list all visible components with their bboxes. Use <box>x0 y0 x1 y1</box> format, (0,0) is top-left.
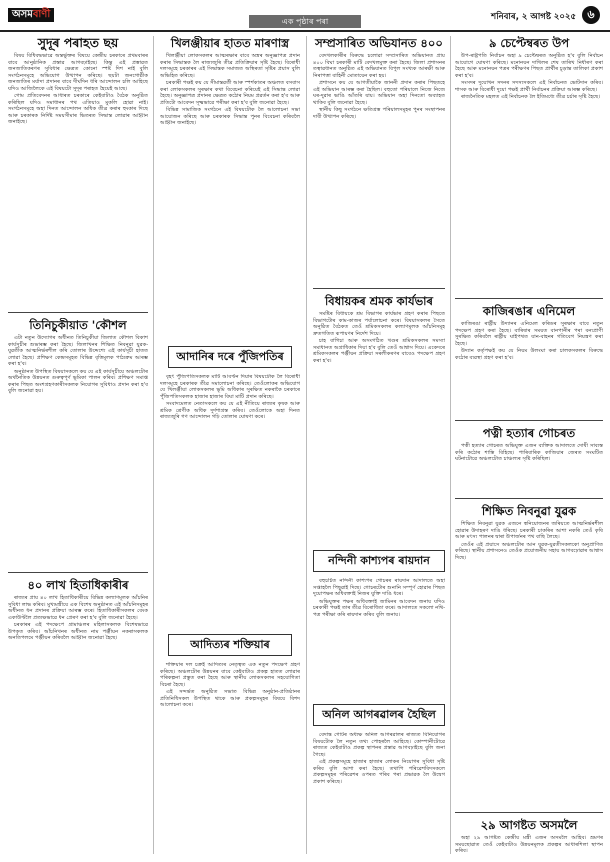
paragraph: বেদখলকাৰীৰ বিৰুদ্ধে চলোৱা সম্প্ৰসাৰিত অভিযানত প্ৰায় ৪০০ বিঘা চৰকাৰী মাটি বেদখলমুক্ত কৰা হৈছে। জিলা প্ৰশাসনৰ তত্বাৱধানত অনুষ্ঠিত এই অভিযানত বিপুল সংখ্যক আৰক্ষী আৰু নিৰাপত্তা বাহিনী মোতায়েন কৰা হয়। <box>313 53 445 79</box>
headline: ৯ চেপ্টেম্বৰত উপ <box>488 36 570 50</box>
headline: কাজিৰঙাৰ এনিমেল <box>482 304 576 318</box>
article-body <box>8 335 148 395</box>
column-4 <box>455 36 603 856</box>
headline: সুদূৰ পৰাহত ছয় <box>37 36 119 50</box>
paragraph: পত্নী হত্যাৰ গোচৰত অভিযুক্ত এজন ব্যক্তিক আদালতে দোষী সাব্যস্ত কৰি কঠোৰ শাস্তি বিহিছে। পাৰিবাৰিক কাজিয়াৰ জেৰত সংঘটিত ঘটনাটোৱে অঞ্চলটোত চাঞ্চল্যৰ সৃষ্টি কৰিছিল। <box>455 443 603 463</box>
article-body <box>160 374 300 421</box>
divider <box>455 420 603 421</box>
paragraph: উদ্যান কৰ্তৃপক্ষই কয় যে নিয়ম উলংঘা কৰা চালকসকলৰ বিৰুদ্ধে কঠোৰ ব্যৱস্থা গ্ৰহণ কৰা হ'ব। <box>455 348 603 361</box>
headline-box[interactable]: অনিল আগৰৱালৰ হৈছিল <box>313 704 445 726</box>
divider <box>8 572 148 573</box>
page-number: ৬ <box>582 6 600 24</box>
article-a6 <box>160 662 300 856</box>
article-body <box>313 311 445 364</box>
paragraph: চৰকাৰৰ এই পদক্ষেপে গ্ৰামাঞ্চলৰ মহিলাসকলক বিশেষভাৱে উপকৃত কৰিব। আঁচনিখনৰ অধীনত নাম পঞ্জীয়ন নকৰাসকলক অনতিপলমে পঞ্জীয়ন কৰিবলৈ আহ্বান জনোৱা হৈছে। <box>8 622 148 642</box>
headline-box[interactable]: আদানিৰ দৰে পুঁজিপতিৰ <box>168 346 292 368</box>
article-body <box>8 53 148 126</box>
paragraph: কাজিৰঙা ৰাষ্ট্ৰীয় উদ্যানৰ এনিমেল কৰিডৰ সুৰক্ষাৰ বাবে নতুন পদক্ষেপ গ্ৰহণ কৰা হৈছে। বাৰিষাৰ সময়ত বানপানীৰ পৰা বন্যপ্ৰাণী সুৰক্ষিত কৰিবলৈ ৰাষ্ট্ৰীয় ঘাইপথত যান-বাহনৰ গতিবেগ নিয়ন্ত্ৰণ কৰা হৈছে। <box>455 321 603 347</box>
headline: তিনিচুকীয়াত 'কৌশল <box>29 318 127 332</box>
paragraph: অনুষ্ঠানত উপস্থিত বিষয়াসকলে কয় যে এই কাৰ্যসূচীয়ে অঞ্চলটোৰ অৰ্থনৈতিক উন্নয়নত গুৰুত্বপূৰ্ণ ভূমিকা পালন কৰিব। প্ৰশিক্ষণ সমাপ্ত কৰাৰ পিছত অংশগ্ৰহণকাৰীসকলক নিয়োগৰ সুবিধাও প্ৰদান কৰা হ'ব বুলি জনোৱা হয়। <box>8 368 148 395</box>
headline: খিলঞ্জীয়াৰ হাতত মাৰণাস্ত্ৰ <box>170 36 290 50</box>
headline-box[interactable]: আদিত্যৰ শক্তিয়াৰ <box>168 634 292 656</box>
paragraph: শিক্ষিত নিবনুৱা যুৱক এজনে স্বনিয়োজনৰ জৰিয়তে আত্মনিৰ্ভৰশীল হোৱাৰ উদাহৰণ দাঙি ধৰিছে। চৰকাৰী চাকৰিৰ আশা নকৰি তেওঁ কৃষি আৰু মৎস্য পালনৰ দ্বাৰা উপাৰ্জনৰ পথ বাছি লৈছে। <box>455 521 603 541</box>
paragraph: চাহ বাগিচা আৰু অসংগঠিত খণ্ডৰ শ্ৰমিকসকলৰ সমস্যা সমাধানত অগ্ৰাধিকাৰ দিয়া হ'ব বুলি তেওঁ আশ্বাস দিয়ে। একেদৰে শ্ৰমিকসকলৰ পঞ্জীয়ন প্ৰক্ৰিয়া সৰলীকৰণৰ বাবেও পদক্ষেপ গ্ৰহণ কৰা হ'ব। <box>313 338 445 364</box>
article-a5 <box>160 374 300 624</box>
headline: বিধায়কৰ শ্ৰমক কাৰ্যভাৰ <box>325 294 433 308</box>
column-1 <box>8 36 148 856</box>
issue-date: শনিবাৰ, ২ আগষ্ট ২০২৫ <box>491 12 576 22</box>
paragraph: খিলঞ্জীয়া লোকসকলৰ আত্মৰক্ষাৰ বাবে অস্ত্ৰৰ অনুজ্ঞাপত্ৰ প্ৰদান কৰাৰ সিদ্ধান্তক লৈ ৰাজ্যজুৰি তীব্ৰ প্ৰতিক্ৰিয়াৰ সৃষ্টি হৈছে। বিৰোধী দলসমূহে চৰকাৰৰ এই সিদ্ধান্তক সমাজত অস্থিৰতা সৃষ্টিৰ প্ৰয়াস বুলি অভিহিত কৰিছে। <box>160 53 300 79</box>
paragraph: প্ৰশাসনে কয় যে আগতীয়াকৈ জাননী প্ৰদান কৰাৰ পিছতহে এই অভিযান আৰম্ভ কৰা হৈছিল। বহুতো পৰিয়ালে নিজে নিজে ঘৰ-দুৱাৰ ভাঙি আঁতৰি যায়। অভিযান অহা দিনতো অব্যাহত থাকিব বুলি জনোৱা হৈছে। <box>313 80 445 106</box>
paragraph: চৰকাৰী পক্ষই কয় যে সীমান্তৱৰ্তী আৰু স্পৰ্শকাতৰ অঞ্চলত বসবাস কৰা লোকসকলৰ সুৰক্ষাৰ কথা বিবেচনা কৰিয়েই এই সিদ্ধান্ত লোৱা হৈছে। অনুজ্ঞাপত্ৰ প্ৰদানৰ ক্ষেত্ৰত কঠোৰ নিয়ম প্ৰৱৰ্তন কৰা হ'ব আৰু প্ৰতিটো আবেদন সূক্ষ্মভাৱে পৰীক্ষা কৰা হ'ব বুলি জনোৱা হৈছে। <box>160 80 300 106</box>
column-divider <box>450 36 451 854</box>
paragraph: অভিযুক্তৰ পক্ষৰ অধিবক্তাই জামিনৰ আবেদন জনায় যদিও চৰকাৰী পক্ষই তাৰ তীব্ৰ বিৰোধিতা কৰে। আদালতে সকলো নথি-পত্ৰ পৰীক্ষা কৰি ৰায়দান কৰিব বুলি জনায়। <box>313 598 445 618</box>
paragraph: এটা নতুন উদ্যোগৰ অধীনত তিনিচুকীয়া জিলাত কৌশল বিকাশ কাৰ্যসূচীৰ শুভাৰম্ভ কৰা হৈছে। জিলাখনৰ শিক্ষিত নিবনুৱা যুৱক-যুৱতীক আত্মনিৰ্ভৰশীল কৰি তোলাৰ উদ্দেশ্যে এই কাৰ্যসূচী হাতত লোৱা হৈছে। প্ৰশিক্ষণ কেন্দ্ৰসমূহত বিভিন্ন বৃত্তিমূলক পাঠ্যক্ৰম আৰম্ভ কৰা হ'ব। <box>8 335 148 368</box>
article-a14[interactable] <box>455 504 603 808</box>
article-a4[interactable] <box>160 36 300 361</box>
article-a15[interactable] <box>455 818 603 856</box>
paragraph: সমষ্টিৰ বিধায়কে শ্ৰম বিভাগৰ কাৰ্যভাৰ গ্ৰহণ কৰাৰ পিছতে বিভাগটোৰ কাম-কাজৰ পৰ্যালোচনা কৰে। বিষয়াসকলৰ সৈতে অনুষ্ঠিত বৈঠকত তেওঁ শ্ৰমিকসকলৰ কল্যাণমূলক আঁচনিসমূহ দ্ৰুতগতিত ৰূপায়ণৰ নিৰ্দেশ দিয়ে। <box>313 311 445 337</box>
article-body <box>455 53 603 101</box>
logo-main: অসম <box>12 9 33 20</box>
paragraph: বৃহৎ পুঁজিপতিসকলক মাটি আবণ্টন দিয়াৰ বিষয়টোক লৈ বিৰোধী দলসমূহে চৰকাৰক তীব্ৰ সমালোচনা কৰিছে। তেওঁলোকৰ অভিযোগ যে খিলঞ্জীয়া লোকসকলৰ ভূমি অধিকাৰ সুৰক্ষিত নকৰাকৈ চৰকাৰে পুঁজিপতিসকলক হাজাৰ হাজাৰ বিঘা মাটি প্ৰদান কৰিছে। <box>160 374 300 400</box>
column-2 <box>160 36 300 856</box>
divider <box>455 812 603 813</box>
article-a3[interactable] <box>8 578 148 856</box>
divider <box>313 288 445 289</box>
article-body <box>455 443 603 463</box>
article-body <box>455 321 603 361</box>
paragraph: শক্তিয়াৰ দল চক্ৰই আদিত্যৰ নেতৃত্বত এক নতুন পদক্ষেপ গ্ৰহণ কৰিছে। অঞ্চলটোৰ উন্নয়নৰ বাবে কেইবাটাও প্ৰকল্প হাতত লোৱাৰ পৰিকল্পনা প্ৰস্তুত কৰা হৈছে আৰু স্থানীয় লোকসকলৰ সহযোগিতা বিচৰা হৈছে। <box>160 662 300 688</box>
article-a8[interactable] <box>313 294 445 544</box>
paragraph: ৰাজ্যৰ প্ৰায় ৪০ লাখ হিতাধিকাৰীয়ে বিভিন্ন কল্যাণমূলক আঁচনিৰ সুবিধা লাভ কৰিব। মুখ্যমন্ত্ৰীয়ে এক বিশেষ অনুষ্ঠানত এই আঁচনিসমূহৰ অধীনত ধন প্ৰদানৰ প্ৰক্ৰিয়া আৰম্ভ কৰে। হিতাধিকাৰীসকলৰ বেংক একাউণ্টলৈ প্ৰত্যক্ষভাৱে ধন প্ৰেৰণ কৰা হ'ব বুলি জনোৱা হৈছে। <box>8 595 148 621</box>
logo-accent: বাণী <box>32 9 51 20</box>
paragraph: উপ-ৰাষ্ট্ৰপতি নিৰ্বাচন অহা ৯ চেপ্টেম্বৰত অনুষ্ঠিত হ'ব বুলি নিৰ্বাচন আয়োগে ঘোষণা কৰিছে। মনোনয়ন দাখিলৰ শেষ তাৰিখ নিৰ্ধাৰণ কৰা হৈছে আৰু মনোনয়ন পত্ৰৰ পৰীক্ষণৰ পিছত প্ৰাৰ্থীৰ চূড়ান্ত তালিকা প্ৰকাশ কৰা হ'ব। <box>455 53 603 79</box>
paragraph: বিভিন্ন সামাজিক সংগঠনে এই বিষয়টোক লৈ আলোচনা সভা আয়োজন কৰিছে আৰু চৰকাৰক সিদ্ধান্ত পুনৰ বিবেচনা কৰিবলৈ আহ্বান জনাইছে। <box>160 107 300 127</box>
headline: পত্নী হত্যাৰ গোচৰত <box>482 426 576 440</box>
headline: ৪০ লাখ হিতাধিকাৰীৰ <box>27 578 129 592</box>
headline: সম্প্ৰসাৰিত অভিযানত ৪০০ <box>315 36 443 50</box>
article-a7[interactable] <box>313 36 445 284</box>
divider <box>455 298 603 299</box>
article-body <box>455 835 603 855</box>
paragraph: বেদান্ত গোটৰ অধ্যক্ষ অনিল আগৰৱালৰ ৰাজ্যত বিনিয়োগৰ বিষয়টোক লৈ নতুন তথ্য পোহৰলৈ আহিছে। কোম্পানীটোৱে ৰাজ্যত কেইবাটাও প্ৰকল্প স্থাপনৰ প্ৰস্তাৱ আগবঢ়াইছে বুলি জনা গৈছে। <box>313 732 445 758</box>
masthead <box>0 0 610 30</box>
article-body <box>160 53 300 127</box>
paragraph: অহা ২৯ আগষ্টত কেন্দ্ৰীয় মন্ত্ৰী এজন অসমলৈ আহিব। ভ্ৰমণৰ সময়ছোৱাত তেওঁ কেইবাটাও উন্নয়নমূলক প্ৰকল্পৰ আধাৰশিলা স্থাপন কৰিব। <box>455 835 603 855</box>
article-a12[interactable] <box>455 304 603 416</box>
article-body <box>8 595 148 642</box>
article-a1[interactable] <box>8 36 148 308</box>
article-a10 <box>313 732 445 856</box>
paragraph: এই সন্দৰ্ভত অনুষ্ঠিত সভাত বিভিন্ন অনুষ্ঠান-প্ৰতিষ্ঠানৰ প্ৰতিনিধিসকল উপস্থিত থাকে আৰু প্ৰকল্পসমূহৰ বিষয়ে বিশদ আলোচনা কৰে। <box>160 689 300 709</box>
article-body <box>313 732 445 785</box>
paragraph: সংসদৰ দুয়োখন সদনৰ সদস্যসকলে এই নিৰ্বাচনত ভোটদান কৰিব। শাসক আৰু বিৰোধী দুয়ো পক্ষই প্ৰাৰ্থী নিৰ্বাচনৰ প্ৰক্ৰিয়া আৰম্ভ কৰিছে। <box>455 80 603 93</box>
paragraph: বিষয় বিধিবদ্ধভাৱে অন্তৰ্ভুক্তৰ বিষয়ে কেন্দ্ৰীয় চৰকাৰে প্ৰথমবাৰৰ বাবে আনুষ্ঠানিক প্ৰস্তাৱ আগবঢ়াইছে। কিন্তু এই প্ৰস্তাৱত জনজাতিকৰণৰ সুবিধাৰ ক্ষেত্ৰত কোনো স্পষ্ট দিশ নাই বুলি সংগঠনসমূহে অভিযোগ উত্থাপন কৰিছে। ছয়টা জনগোষ্ঠীক জনজাতিৰ মৰ্যাদা প্ৰদানৰ বাবে দীৰ্ঘদিন ধৰি আন্দোলন চলি আহিছে যদিও আজিলৈকে এই বিষয়টো সুদূৰ পৰাহত হৈয়েই আছে। <box>8 53 148 92</box>
article-a13[interactable] <box>455 426 603 494</box>
article-body <box>313 578 445 618</box>
paragraph: স্থানীয় কিছু সংগঠনে ক্ষতিগ্ৰস্ত পৰিয়ালসমূহৰ পুনৰ সংস্থাপনৰ দাবী উত্থাপন কৰিছে। <box>313 107 445 120</box>
paragraph: গোম প্ৰতিবেদনৰ আধাৰত চৰকাৰে কেইবাটাও বৈঠক অনুষ্ঠিত কৰিছিল যদিও সমাধানৰ পথ এতিয়াও মুকলি হোৱা নাই। সংগঠনসমূহে অহা দিনত আন্দোলন অধিক তীব্ৰ কৰাৰ হুংকাৰ দিছে আৰু চৰকাৰক নিৰ্দিষ্ট সময়সীমাৰ ভিতৰত সিদ্ধান্ত লোৱাৰ আহ্বান জনাইছে। <box>8 93 148 126</box>
paragraph: এই প্ৰকল্পসমূহে হাজাৰ হাজাৰ লোকৰ নিয়োগৰ সুবিধা সৃষ্টি কৰিব বুলি আশা কৰা হৈছে। তথাপি পৰিৱেশবিদসকলে প্ৰকল্পসমূহৰ পৰিৱেশৰ ওপৰত পৰিব পৰা প্ৰভাৱক লৈ উদ্বেগ প্ৰকাশ কৰিছে। <box>313 759 445 785</box>
column-3 <box>313 36 445 856</box>
continuation-label: এক পৃষ্ঠাৰ পৰা <box>249 15 361 28</box>
paragraph: তেওঁৰ এই প্ৰয়াসে অঞ্চলটোৰ আন যুৱক-যুৱতীসকলকো অনুপ্ৰাণিত কৰিছে। স্থানীয় প্ৰশাসনেও তেওঁক প্ৰয়োজনীয় সহায় আগবঢ়োৱাৰ আশ্বাস দিছে। <box>455 541 603 561</box>
paragraph: ৰাজনৈতিক মহলত এই নিৰ্বাচনক লৈ ইতিমধ্যে তীব্ৰ চৰ্চাৰ সৃষ্টি হৈছে। <box>461 94 601 101</box>
paragraph: সংবাদমেলত নেতাসকলে কয় যে এই নীতিয়ে ৰাজ্যৰ কৃষক আৰু শ্ৰমিক শ্ৰেণীক অধিক দুৰ্দশাগ্ৰস্ত কৰিব। তেওঁলোকে অহা দিনত ৰাজ্যজুৰি গণ আন্দোলন গঢ়ি তোলাৰ ঘোষণা কৰে। <box>160 401 300 421</box>
masthead-rule <box>0 30 610 32</box>
article-body <box>313 53 445 120</box>
column-divider <box>153 36 154 854</box>
article-a11[interactable] <box>455 36 603 294</box>
divider <box>455 498 603 499</box>
column-divider <box>306 36 307 854</box>
headline: শিক্ষিত নিবনুৱা যুৱক <box>481 504 577 518</box>
article-a9 <box>313 578 445 698</box>
headline-box[interactable]: নন্দিনী কাশ্যপৰ ৰায়দান <box>313 550 445 572</box>
headline: ২৯ আগষ্টত অসমলৈ <box>480 818 578 832</box>
divider <box>8 312 148 313</box>
paragraph: বহুচৰ্চিত নন্দিনী কাশ্যপৰ গোচৰৰ ৰায়দান আদালতে অহা সপ্তাহলৈ পিছুৱাই দিছে। গোচৰটোৰ শুনানি সম্পূৰ্ণ হোৱাৰ পিছত দুয়োপক্ষৰ অধিবক্তাই নিজৰ যুক্তি দাঙি ধৰে। <box>313 578 445 598</box>
article-body <box>160 662 300 709</box>
article-body <box>455 521 603 561</box>
article-a2[interactable] <box>8 318 148 568</box>
